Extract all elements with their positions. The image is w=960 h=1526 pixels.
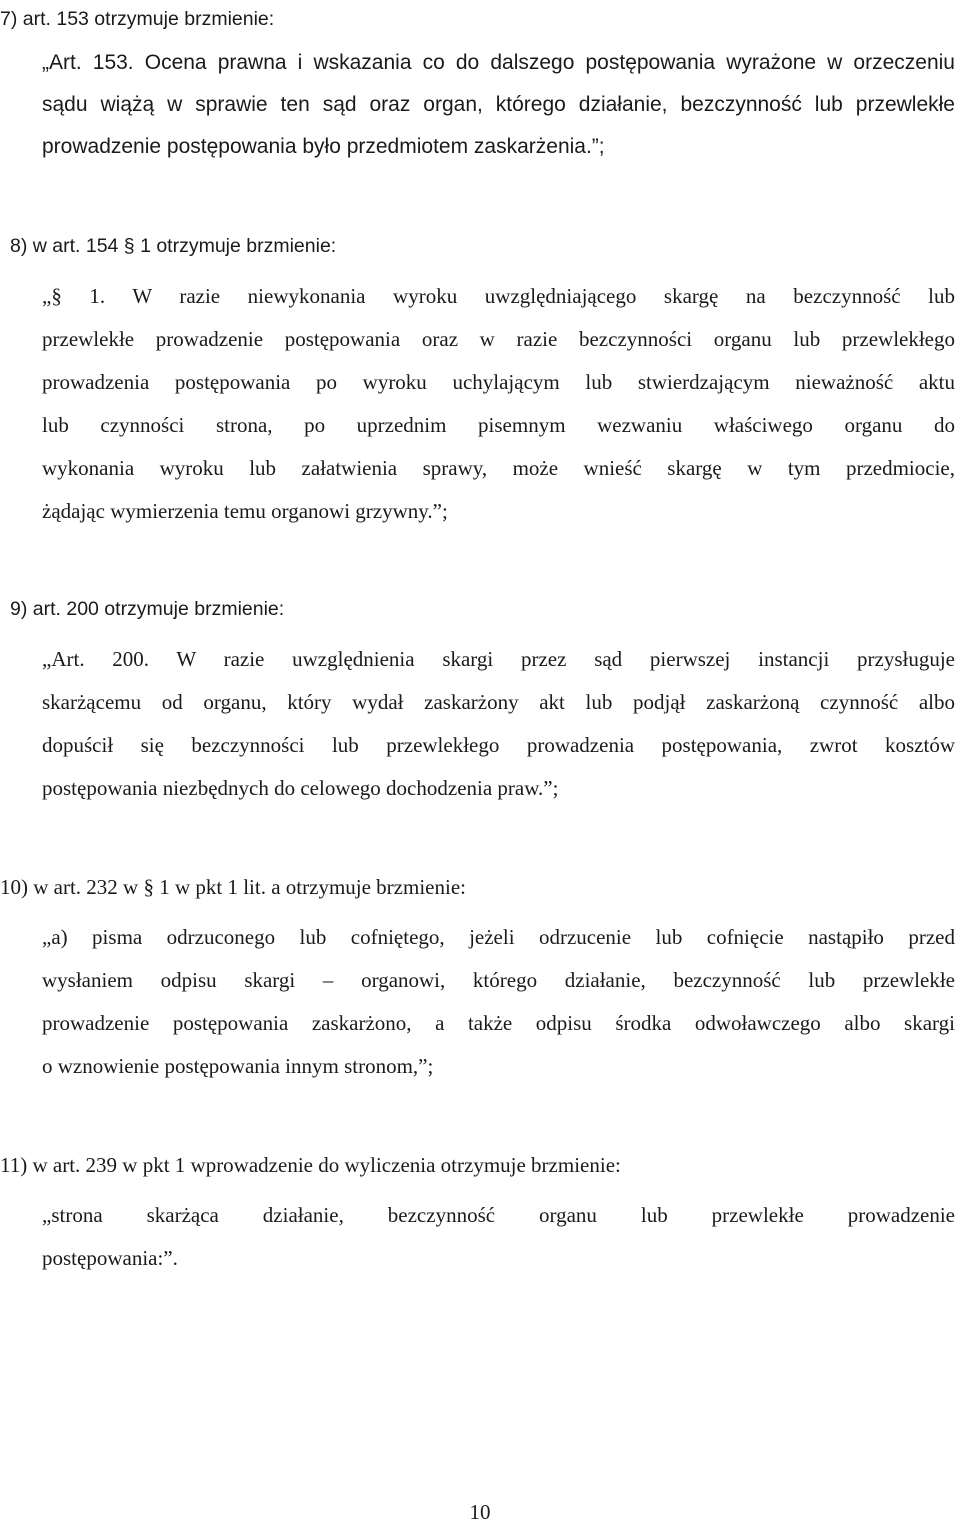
item-10-line-2: wysłaniem odpisu skargi – organowi, którego działanie, bezczynność lub przewlekłe	[42, 968, 955, 992]
item-8-heading: 8) w art. 154 § 1 otrzymuje brzmienie:	[10, 235, 337, 257]
item-9-line-1: „Art. 200. W razie uwzględnienia skargi przez sąd pierwszej instancji przysługuje	[42, 647, 955, 671]
item-8-line-5: wykonania wyroku lub załatwienia sprawy, może wnieść skargę w tym przedmiocie,	[42, 456, 955, 480]
item-11-line-2: postępowania:”.	[42, 1246, 178, 1270]
item-7-line-1: „Art. 153. Ocena prawna i wskazania co do dalszego postępowania wyrażone w orzeczeniu	[42, 51, 955, 74]
item-10-line-3: prowadzenie postępowania zaskarżono, a także odpisu środka odwoławczego albo skargi	[42, 1011, 955, 1035]
item-7-line-3: prowadzenie postępowania było przedmiotem zaskarżenia.”;	[42, 135, 605, 158]
item-11-line-1: „strona skarżąca działanie, bezczynność organu lub przewlekłe prowadzenie	[42, 1203, 955, 1227]
item-8-line-2: przewlekłe prowadzenie postępowania oraz w razie bezczynności organu lub przewlekłego	[42, 327, 955, 351]
item-8-line-4: lub czynności strona, po uprzednim pisemnym wezwaniu właściwego organu do	[42, 413, 955, 437]
item-8-line-3: prowadzenia postępowania po wyroku uchylającym lub stwierdzającym nieważność aktu	[42, 370, 955, 394]
item-10-line-1: „a) pisma odrzuconego lub cofniętego, jeżeli odrzucenie lub cofnięcie nastąpiło przed	[42, 925, 955, 949]
item-9-line-2: skarżącemu od organu, który wydał zaskarżony akt lub podjął zaskarżoną czynność albo	[42, 690, 955, 714]
item-8-line-1: „§ 1. W razie niewykonania wyroku uwzględniającego skargę na bezczynność lub	[42, 284, 955, 308]
item-8-line-6: żądając wymierzenia temu organowi grzywny.”;	[42, 499, 448, 523]
item-10-line-4: o wznowienie postępowania innym stronom,”;	[42, 1054, 434, 1078]
item-10-heading: 10) w art. 232 w § 1 w pkt 1 lit. a otrzymuje brzmienie:	[0, 875, 466, 899]
item-9-heading: 9) art. 200 otrzymuje brzmienie:	[10, 598, 285, 620]
item-9-line-3: dopuścił się bezczynności lub przewlekłego prowadzenia postępowania, zwrot kosztów	[42, 733, 955, 757]
item-9-line-4: postępowania niezbędnych do celowego dochodzenia praw.”;	[42, 776, 559, 800]
page-number: 10	[469, 1500, 491, 1524]
item-7-heading: 7) art. 153 otrzymuje brzmienie:	[0, 8, 275, 30]
item-11-heading: 11) w art. 239 w pkt 1 wprowadzenie do wyliczenia otrzymuje brzmienie:	[0, 1153, 621, 1177]
item-7-line-2: sądu wiążą w sprawie ten sąd oraz organ, którego działanie, bezczynność lub przewlekłe	[42, 93, 955, 116]
